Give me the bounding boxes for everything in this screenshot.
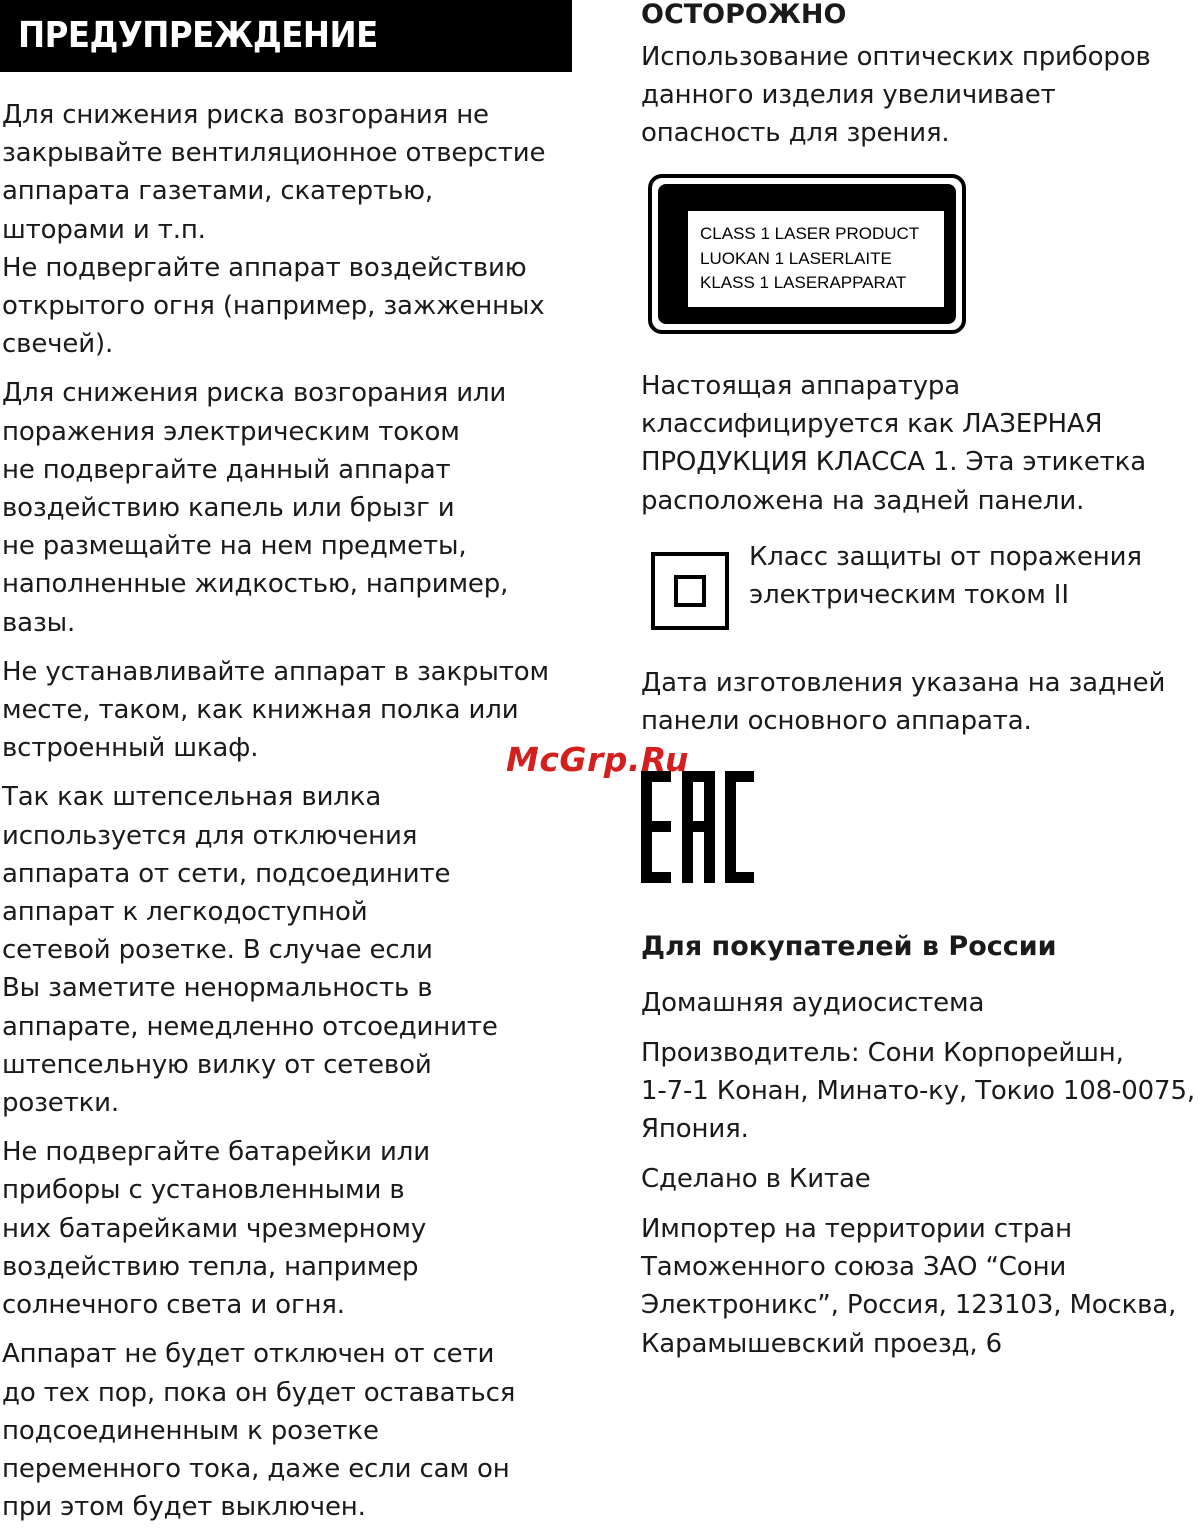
left-column: [0, 0, 578, 1523]
caution-heading: ОСТОРОЖНО: [641, 0, 847, 30]
laser-label-line: CLASS 1 LASER PRODUCT: [700, 224, 920, 243]
product-name: Домашняя аудиосистема: [641, 988, 985, 1018]
warning-header: ПРЕДУПРЕЖДЕНИЕ: [0, 0, 572, 72]
manufacturer-address: Производитель: Сони Корпорейшн, 1-7-1 Конан, Минато-ку, Токио 108-0075, Япония.: [641, 1038, 1195, 1145]
warning-paragraph-plug: Так как штепсельная вилка используется для отключения аппарата от сети, подсоедините аппарат к легкодоступной сетевой розетке. В случае если Вы заметите ненормальность в аппарате, немедленно отсоедините штепсельную вилку от сетевой розетки.: [2, 782, 498, 1119]
warning-paragraph-fire: Для снижения риска возгорания не закрывайте вентиляционное отверстие аппарата газетами, скатертью, шторами и т.п. Не подвергайте аппарат воздействию открытого огня (например, зажженных свечей).: [2, 100, 546, 360]
warning-paragraph-power: Аппарат не будет отключен от сети до тех пор, пока он будет оставаться подсоединенным к розетке переменного тока, даже если сам он при этом будет выключен.: [2, 1339, 516, 1523]
importer-address: Импортер на территории стран Таможенного союза ЗАО “Сони Электроникс”, Россия, 123103, Москва, Карамышевский проезд, 6: [641, 1214, 1177, 1359]
warning-paragraph-water: Для снижения риска возгорания или поражения электрическим током не подвергайте данный аппарат воздействию капель или брызг и не размещайте на нем предметы, наполненные жидкостью, например, вазы.: [2, 378, 509, 638]
warning-paragraph-placement: Не устанавливайте аппарат в закрытом месте, таком, как книжная полка или встроенный шкаф.: [2, 656, 549, 764]
laser-label-line: KLASS 1 LASERAPPARAT: [700, 273, 907, 292]
laser-label-line: LUOKAN 1 LASERLAITE: [700, 248, 892, 268]
warning-paragraphs: [2, 96, 549, 1537]
warning-paragraph-batteries: Не подвергайте батарейки или приборы с установленными в них батарейками чрезмерному воздействию тепла, например солнечного света и огня.: [2, 1137, 430, 1321]
site-watermark: McGrp.Ru: [506, 740, 690, 779]
russia-buyers-heading: Для покупателей в России: [641, 931, 1057, 962]
laser-class-text: Настоящая аппаратура классифицируется как ЛАЗЕРНАЯ ПРОДУКЦИЯ КЛАССА 1. Эта этикетка расположена на задней панели.: [641, 371, 1146, 516]
eac-logo-icon: [641, 771, 755, 885]
protection-class-text: Класс защиты от поражения электрическим током II: [749, 542, 1142, 611]
laser-class-label: [648, 174, 966, 334]
double-square-icon: [651, 552, 729, 630]
caution-text: Использование оптических приборов данного изделия увеличивает опасность для зрения.: [641, 42, 1151, 149]
made-in-text: Сделано в Китае: [641, 1164, 871, 1194]
manufacture-date-text: Дата изготовления указана на задней панели основного аппарата.: [641, 668, 1166, 737]
